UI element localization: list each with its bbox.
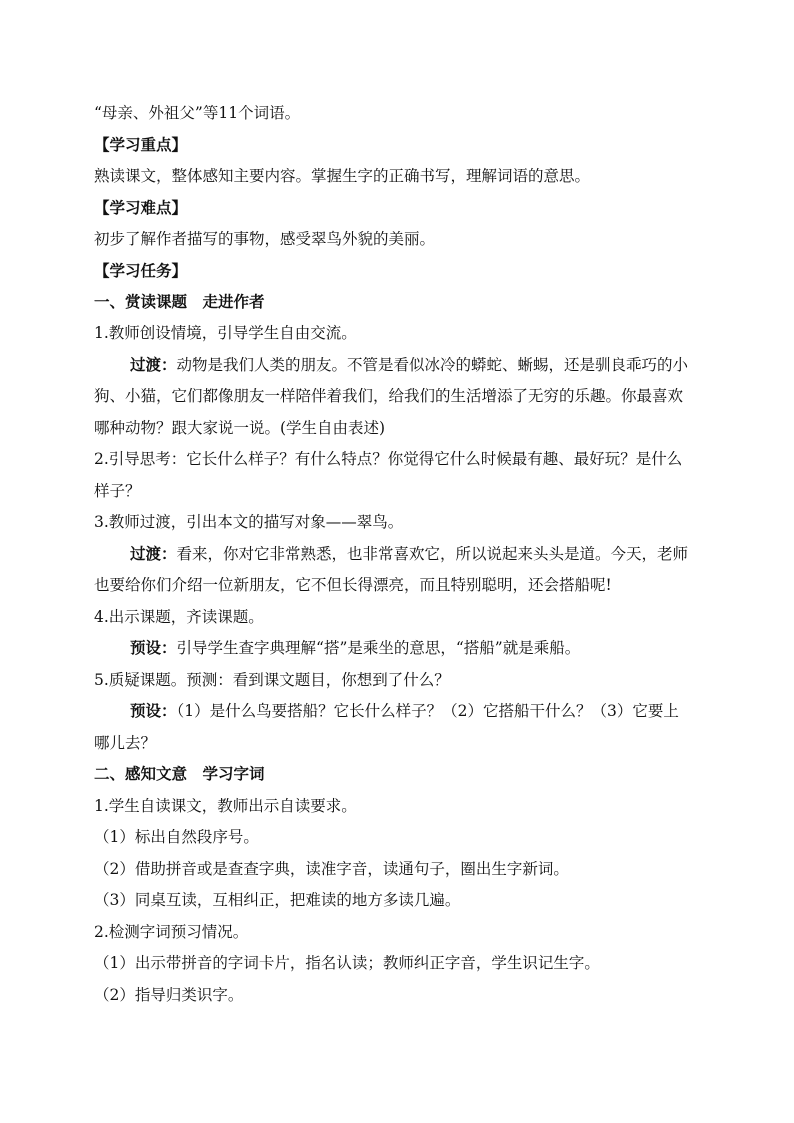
step-1-2-line-2: 样子？ [94,482,141,500]
step-1-4: 4.出示课题，齐读课题。 [94,608,264,626]
transition-label: 过渡： [130,544,177,563]
transition-2-text: 看来，你对它非常熟悉，也非常喜欢它，所以说起来头头是道。今天，老师 [176,545,689,563]
step-1-1: 1.教师创设情境，引导学生自由交流。 [94,324,357,342]
heading-difficulties: 【学习难点】 [94,198,188,217]
transition-label: 过渡： [130,355,177,374]
preset-label: 预设： [130,701,177,720]
step-2-1-2: （2）借助拼音或是查查字典，读准字音，读通句子，圈出生字新词。 [94,860,569,878]
step-2-1: 1.学生自读课文，教师出示自读要求。 [94,797,357,815]
heading-key-points: 【学习重点】 [94,135,188,154]
transition-1-text: 动物是我们人类的朋友。不管是看似冰冷的蟒蛇、蜥蜴，还是驯良乖巧的小 [176,356,689,374]
section-1-title: 一、赏读课题 走进作者 [94,292,265,311]
heading-tasks: 【学习任务】 [94,261,188,280]
key-points-text: 熟读课文，整体感知主要内容。掌握生字的正确书写，理解词语的意思。 [94,167,591,185]
preset-2-line-2: 哪儿去？ [94,734,157,752]
step-1-2-line-1: 2.引导思考：它长什么样子？有什么特点？你觉得它什么时候最有趣、最好玩？是什么 [94,450,683,468]
transition-1-line-2: 狗、小猫，它们都像朋友一样陪伴着我们，给我们的生活增添了无穷的乐趣。你最喜欢 [94,387,684,405]
section-2-title: 二、感知文意 学习字词 [94,764,265,783]
transition-1-line-3: 哪种动物？跟大家说一说。(学生自由表述) [94,419,386,437]
transition-1-line-1 [130,355,704,375]
transition-2-line-1 [130,544,704,564]
step-1-3: 3.教师过渡，引出本文的描写对象——翠鸟。 [94,513,404,531]
preset-2-line-1 [130,701,704,721]
step-2-2: 2.检测字词预习情况。 [94,923,249,941]
preset-1 [130,638,704,658]
transition-2-line-2: 也要给你们介绍一位新朋友，它不但长得漂亮，而且特别聪明，还会搭船呢! [94,576,612,594]
difficulties-text: 初步了解作者描写的事物，感受翠鸟外貌的美丽。 [94,230,436,248]
preset-label: 预设： [130,638,177,657]
preset-1-text: 引导学生查字典理解“搭”是乘坐的意思，“搭船”就是乘船。 [176,639,581,657]
intro-line: “母亲、外祖父”等11个词语。 [94,104,301,122]
step-2-2-1: （1）出示带拼音的字词卡片，指名认读；教师纠正字音，学生识记生字。 [94,954,600,972]
preset-2-text: （1）是什么鸟要搭船？它长什么样子？（2）它搭船干什么？（3）它要上 [176,702,679,720]
step-2-1-1: （1）标出自然段序号。 [94,828,259,846]
step-1-5: 5.质疑课题。预测：看到课文题目，你想到了什么？ [94,671,450,689]
step-2-1-3: （3）同桌互读，互相纠正，把难读的地方多读几遍。 [94,891,461,909]
step-2-2-2: （2）指导归类识字。 [94,986,244,1004]
